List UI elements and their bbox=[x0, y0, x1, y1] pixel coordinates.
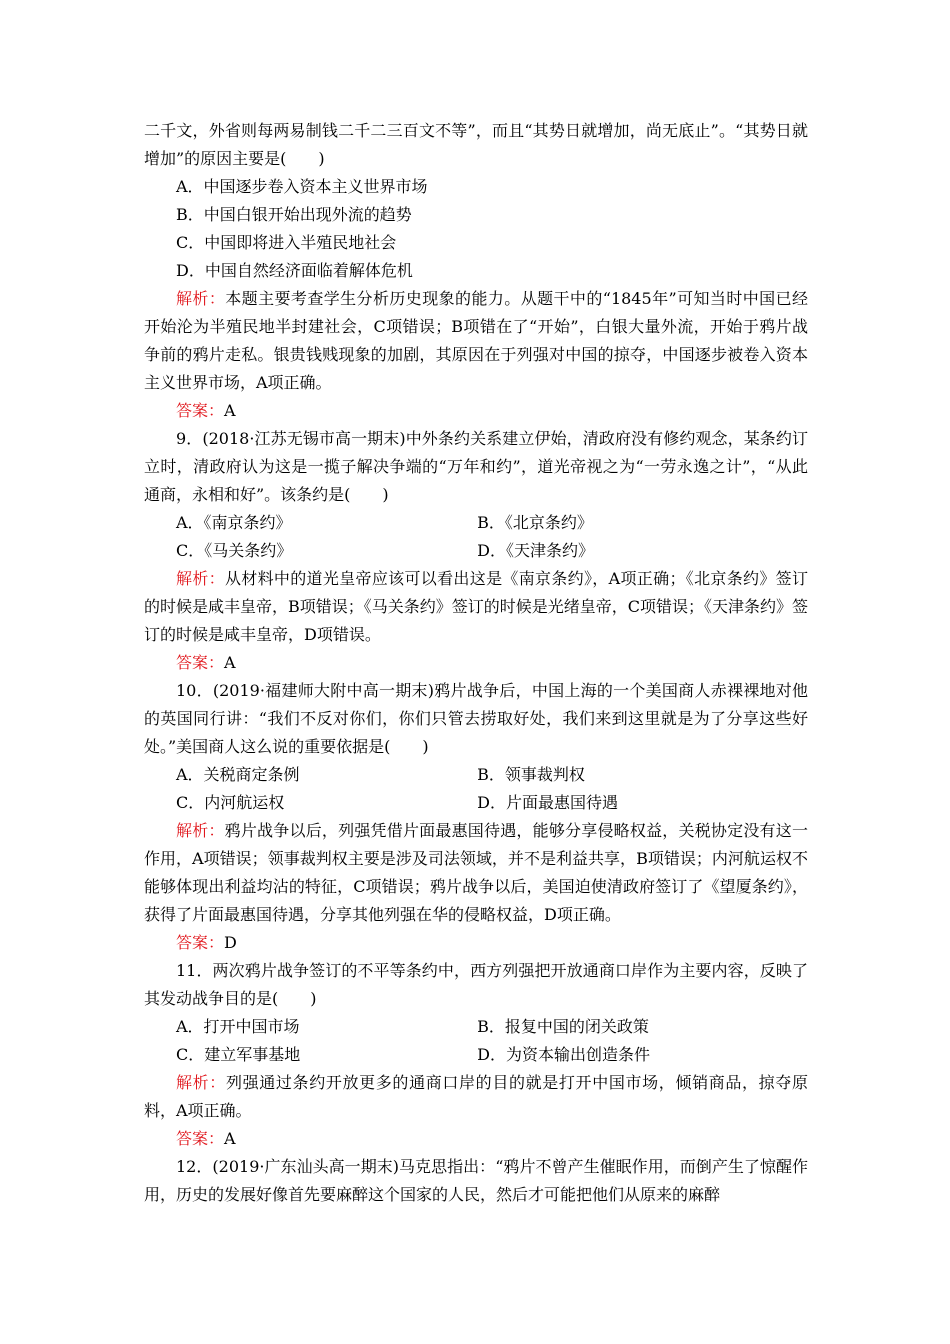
q10-options-row-2 bbox=[144, 789, 808, 817]
q8-option-a: A．中国逐步卷入资本主义世界市场 bbox=[176, 177, 428, 196]
question-9-stem: 9．(2018·江苏无锡市高一期末)中外条约关系建立伊始，清政府没有修约观念，某条约订立时，清政府认为这是一揽子解决争端的“万年和约”，道光帝视之为“一劳永逸之计”，“从此通商，永相和好”。该条约是( ) bbox=[144, 429, 808, 504]
q11-options-row-1 bbox=[144, 1013, 808, 1041]
q11-option-d: D．为资本输出创造条件 bbox=[477, 1045, 651, 1064]
q9-option-d: D．《天津条约》 bbox=[477, 541, 595, 560]
q9-options-row-2 bbox=[144, 537, 808, 565]
q10-option-d: D．片面最惠国待遇 bbox=[477, 793, 619, 812]
q11-option-b: B．报复中国的闭关政策 bbox=[477, 1017, 649, 1036]
q9-option-a: A．《南京条约》 bbox=[176, 513, 292, 532]
q10-option-a: A．关税商定条例 bbox=[176, 765, 300, 784]
q11-option-a: A．打开中国市场 bbox=[176, 1017, 300, 1036]
answer-label: 答案： bbox=[176, 933, 225, 952]
analysis-label: 解析： bbox=[176, 569, 225, 588]
q9-option-c: C．《马关条约》 bbox=[176, 541, 293, 560]
q11-analysis bbox=[144, 1069, 808, 1125]
answer-label: 答案： bbox=[176, 653, 225, 672]
q8-answer bbox=[144, 397, 808, 425]
analysis-label: 解析： bbox=[176, 821, 225, 840]
q9-answer-value: A bbox=[224, 653, 236, 672]
document-page bbox=[144, 117, 808, 1209]
q10-analysis bbox=[144, 817, 808, 929]
q9-analysis-text: 从材料中的道光皇帝应该可以看出这是《南京条约》，A项正确；《北京条约》签订的时候是咸丰皇帝，B项错误；《马关条约》签订的时候是光绪皇帝，C项错误；《天津条约》签订的时候是咸丰皇帝，D项错误。 bbox=[144, 569, 809, 644]
q8-option-c: C．中国即将进入半殖民地社会 bbox=[176, 233, 397, 252]
q8-option-d: D．中国自然经济面临着解体危机 bbox=[176, 261, 413, 280]
answer-label: 答案： bbox=[176, 1129, 225, 1148]
q11-option-c: C．建立军事基地 bbox=[176, 1045, 301, 1064]
question-8-stem-tail: 二千文，外省则每两易制钱二千二三百文不等”，而且“其势日就增加，尚无底止”。“其势日就增加”的原因主要是( ) bbox=[144, 121, 808, 168]
q10-analysis-text: 鸦片战争以后，列强凭借片面最惠国待遇，能够分享侵略权益，关税协定没有这一作用，A项错误；领事裁判权主要是涉及司法领域，并不是利益共享，B项错误；内河航运权不能够体现出利益均沾的特征，C项错误；鸦片战争以后，美国迫使清政府签订了《望厦条约》，获得了片面最惠国待遇，分享其他列强在华的侵略权益，D项正确。 bbox=[144, 821, 808, 924]
q11-options-row-2 bbox=[144, 1041, 808, 1069]
q10-option-c: C．内河航运权 bbox=[176, 793, 285, 812]
question-10-stem: 10．(2019·福建师大附中高一期末)鸦片战争后，中国上海的一个美国商人赤裸裸地对他的英国同行讲：“我们不反对你们，你们只管去捞取好处，我们来到这里就是为了分享这些好处。”美国商人这么说的重要依据是( ) bbox=[144, 681, 808, 756]
question-12-stem: 12．(2019·广东汕头高一期末)马克思指出：“鸦片不曾产生催眠作用，而倒产生了惊醒作用，历史的发展好像首先要麻醉这个国家的人民，然后才可能把他们从原来的麻醉 bbox=[144, 1157, 808, 1204]
q9-answer bbox=[144, 649, 808, 677]
q10-options-row-1 bbox=[144, 761, 808, 789]
q8-analysis bbox=[144, 285, 808, 397]
analysis-label: 解析： bbox=[176, 1073, 226, 1092]
q11-answer-value: A bbox=[224, 1129, 236, 1148]
q8-analysis-text: 本题主要考查学生分析历史现象的能力。从题干中的“1845年”可知当时中国已经开始沦为半殖民地半封建社会，C项错误；B项错在了“开始”，白银大量外流，开始于鸦片战争前的鸦片走私。银贵钱贱现象的加剧，其原因在于列强对中国的掠夺，中国逐步被卷入资本主义世界市场，A项正确。 bbox=[144, 289, 808, 392]
q10-option-b: B．领事裁判权 bbox=[477, 765, 585, 784]
q9-option-b: B．《北京条约》 bbox=[477, 513, 593, 532]
q10-answer-value: D bbox=[224, 933, 237, 952]
q8-option-b: B．中国白银开始出现外流的趋势 bbox=[176, 205, 412, 224]
q9-options-row-1 bbox=[144, 509, 808, 537]
q10-answer bbox=[144, 929, 808, 957]
q11-answer bbox=[144, 1125, 808, 1153]
q9-analysis bbox=[144, 565, 808, 649]
q8-answer-value: A bbox=[224, 401, 236, 420]
analysis-label: 解析： bbox=[176, 289, 226, 308]
question-11-stem: 11．两次鸦片战争签订的不平等条约中，西方列强把开放通商口岸作为主要内容，反映了其发动战争目的是( ) bbox=[144, 961, 808, 1008]
answer-label: 答案： bbox=[176, 401, 225, 420]
q11-analysis-text: 列强通过条约开放更多的通商口岸的目的就是打开中国市场，倾销商品，掠夺原料，A项正确。 bbox=[144, 1073, 808, 1120]
